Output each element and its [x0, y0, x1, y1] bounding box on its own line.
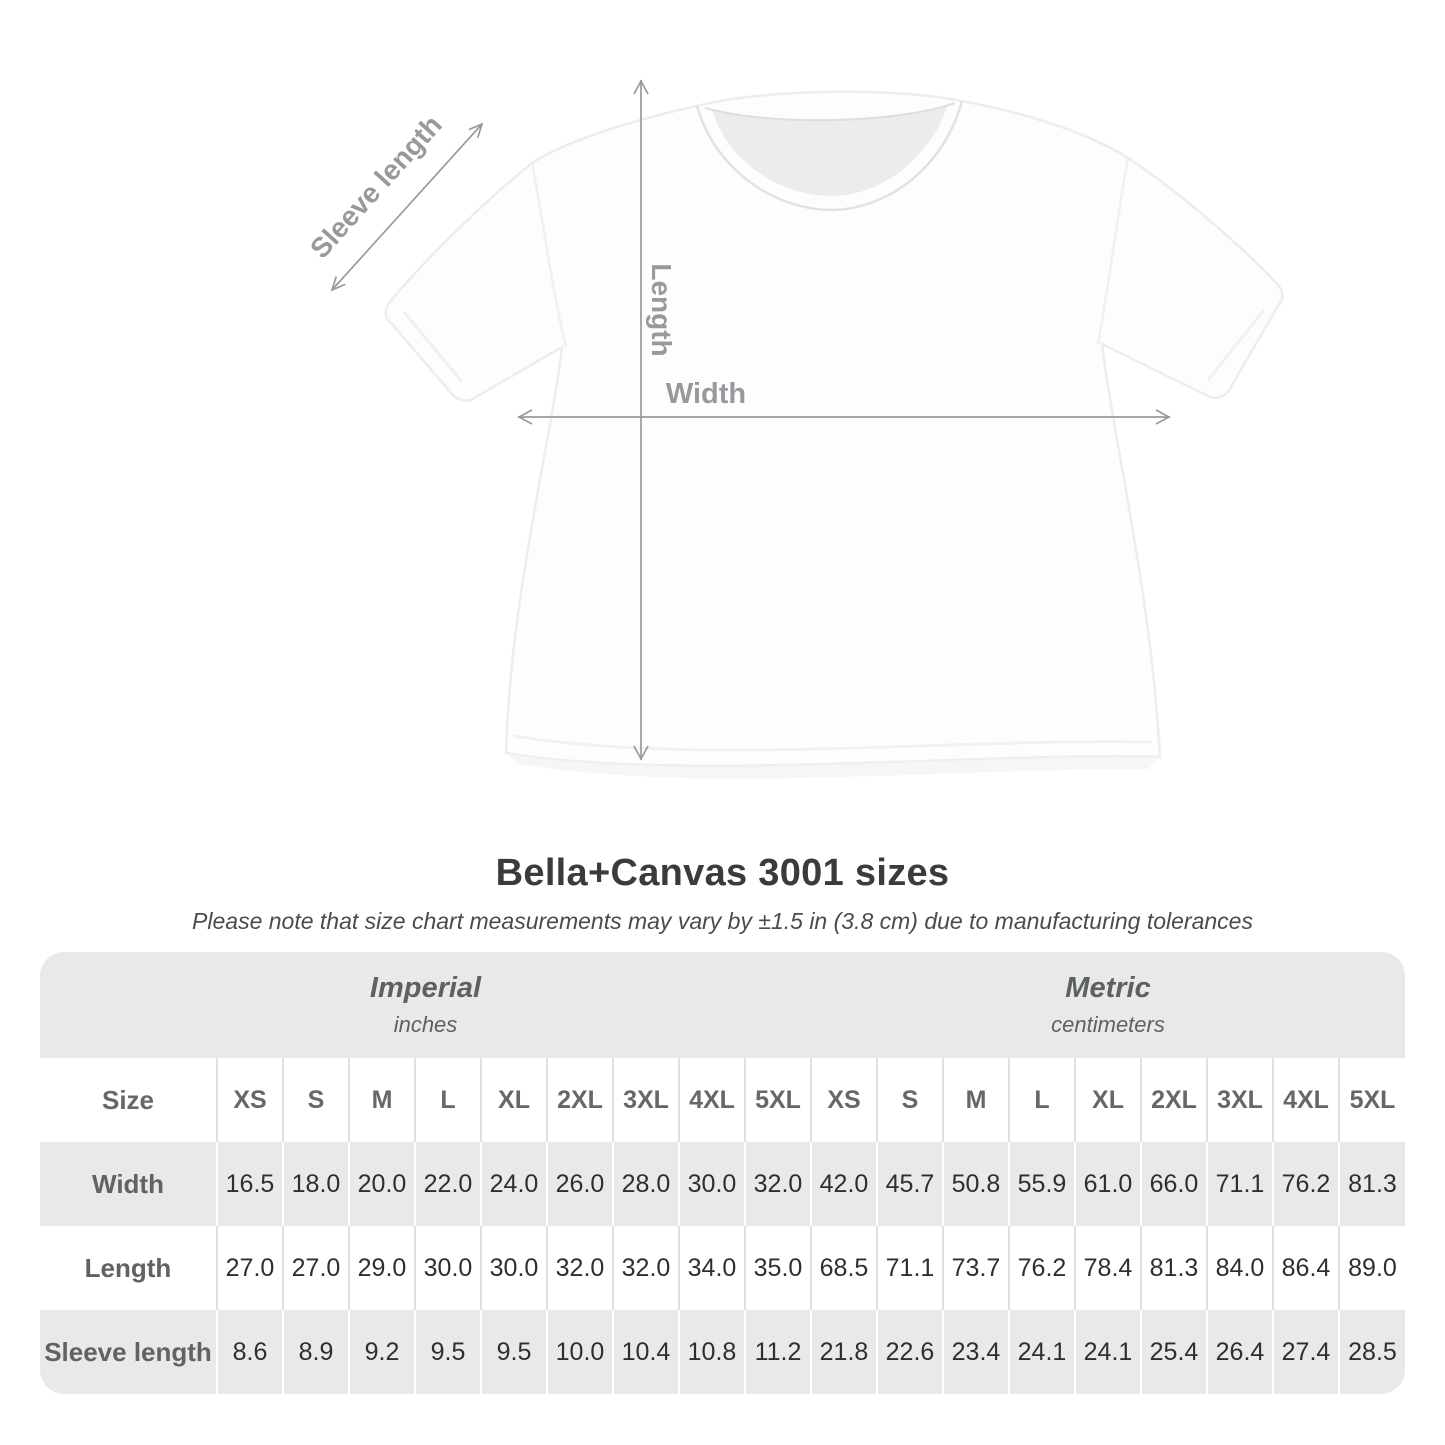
- measurement-cell: 25.4: [1141, 1310, 1207, 1394]
- measurement-cell: 8.6: [217, 1310, 283, 1394]
- measurement-cell: 30.0: [481, 1226, 547, 1310]
- measurement-cell: 18.0: [283, 1142, 349, 1226]
- measurement-cell: 35.0: [745, 1226, 811, 1310]
- measurement-cell: 76.2: [1009, 1226, 1075, 1310]
- size-corner-header: Size: [40, 1058, 217, 1142]
- measurement-cell: 81.3: [1339, 1142, 1405, 1226]
- size-column-header: XL: [1075, 1058, 1141, 1142]
- measurement-cell: 50.8: [943, 1142, 1009, 1226]
- measurement-cell: 16.5: [217, 1142, 283, 1226]
- metric-group-header: [811, 952, 1405, 1058]
- measurement-cell: 24.1: [1075, 1310, 1141, 1394]
- size-column-header: XS: [217, 1058, 283, 1142]
- measurement-cell: 9.5: [415, 1310, 481, 1394]
- measurement-cell: 28.5: [1339, 1310, 1405, 1394]
- measurement-cell: 34.0: [679, 1226, 745, 1310]
- tshirt-illustration: [386, 92, 1283, 779]
- measurement-cell: 73.7: [943, 1226, 1009, 1310]
- measurement-cell: 22.6: [877, 1310, 943, 1394]
- measurement-cell: 76.2: [1273, 1142, 1339, 1226]
- measurement-cell: 23.4: [943, 1310, 1009, 1394]
- size-column-header: S: [877, 1058, 943, 1142]
- measurement-cell: 29.0: [349, 1226, 415, 1310]
- width-row: [40, 1142, 1405, 1226]
- measurement-cell: 11.2: [745, 1310, 811, 1394]
- metric-unit-label: centimeters: [1051, 1012, 1165, 1038]
- size-column-header: 4XL: [679, 1058, 745, 1142]
- size-column-header: 2XL: [1141, 1058, 1207, 1142]
- size-column-header: L: [415, 1058, 481, 1142]
- size-column-header: M: [349, 1058, 415, 1142]
- metric-label: Metric: [1065, 971, 1151, 1004]
- measurement-cell: 20.0: [349, 1142, 415, 1226]
- measurement-cell: 8.9: [283, 1310, 349, 1394]
- measurement-cell: 89.0: [1339, 1226, 1405, 1310]
- sleeve-length-label: Sleeve length: [304, 109, 448, 265]
- row-label: Width: [92, 1168, 164, 1199]
- page-title: Bella+Canvas 3001 sizes: [495, 852, 950, 894]
- width-label: Width: [665, 378, 747, 410]
- measurement-cell: 30.0: [415, 1226, 481, 1310]
- measurement-cell: 84.0: [1207, 1226, 1273, 1310]
- measurement-cell: 42.0: [811, 1142, 877, 1226]
- measurement-cell: 71.1: [1207, 1142, 1273, 1226]
- size-chart-container: [40, 952, 1405, 1394]
- measurement-cell: 30.0: [679, 1142, 745, 1226]
- imperial-unit-label: inches: [393, 1012, 458, 1038]
- length-label: Length: [646, 263, 677, 357]
- size-column-header: L: [1009, 1058, 1075, 1142]
- measurement-cell: 28.0: [613, 1142, 679, 1226]
- size-column-header: XL: [481, 1058, 547, 1142]
- size-column-header: M: [943, 1058, 1009, 1142]
- size-column-header: 4XL: [1273, 1058, 1339, 1142]
- measurement-cell: 66.0: [1141, 1142, 1207, 1226]
- measurement-cell: 61.0: [1075, 1142, 1141, 1226]
- size-column-header: 3XL: [1207, 1058, 1273, 1142]
- size-header-row: [40, 1058, 1405, 1142]
- measurement-cell: 10.4: [613, 1310, 679, 1394]
- measurement-cell: 27.0: [283, 1226, 349, 1310]
- measurement-cell: 26.0: [547, 1142, 613, 1226]
- measurement-cell: 9.5: [481, 1310, 547, 1394]
- imperial-label: Imperial: [369, 971, 482, 1004]
- size-column-header: XS: [811, 1058, 877, 1142]
- measurement-cell: 27.0: [217, 1226, 283, 1310]
- size-column-header: 2XL: [547, 1058, 613, 1142]
- size-chart-table: [40, 952, 1405, 1394]
- measurement-cell: 81.3: [1141, 1226, 1207, 1310]
- tolerance-note: Please note that size chart measurements may vary by ±1.5 in (3.8 cm) due to manufacturing tolerances: [192, 908, 1253, 934]
- measurement-cell: 71.1: [877, 1226, 943, 1310]
- measurement-cell: 55.9: [1009, 1142, 1075, 1226]
- measurement-cell: 21.8: [811, 1310, 877, 1394]
- measurement-cell: 24.1: [1009, 1310, 1075, 1394]
- size-column-header: 3XL: [613, 1058, 679, 1142]
- length-row: [40, 1226, 1405, 1310]
- measurement-cell: 10.8: [679, 1310, 745, 1394]
- measurement-cell: 27.4: [1273, 1310, 1339, 1394]
- imperial-group-header: [40, 952, 811, 1058]
- row-label: Sleeve length: [44, 1336, 212, 1367]
- measurement-cell: 86.4: [1273, 1226, 1339, 1310]
- measurement-cell: 32.0: [613, 1226, 679, 1310]
- measurement-cell: 24.0: [481, 1142, 547, 1226]
- measurement-cell: 32.0: [745, 1142, 811, 1226]
- measurement-cell: 68.5: [811, 1226, 877, 1310]
- measurement-cell: 32.0: [547, 1226, 613, 1310]
- measurement-cell: 26.4: [1207, 1310, 1273, 1394]
- measurement-cell: 9.2: [349, 1310, 415, 1394]
- unit-group-header-row: [40, 952, 1405, 1058]
- sleeve-length-row: [40, 1310, 1405, 1394]
- measurement-cell: 45.7: [877, 1142, 943, 1226]
- measurement-cell: 10.0: [547, 1310, 613, 1394]
- size-column-header: 5XL: [1339, 1058, 1405, 1142]
- row-label: Length: [84, 1252, 172, 1283]
- measurement-cell: 22.0: [415, 1142, 481, 1226]
- size-column-header: S: [283, 1058, 349, 1142]
- size-column-header: 5XL: [745, 1058, 811, 1142]
- measurement-cell: 78.4: [1075, 1226, 1141, 1310]
